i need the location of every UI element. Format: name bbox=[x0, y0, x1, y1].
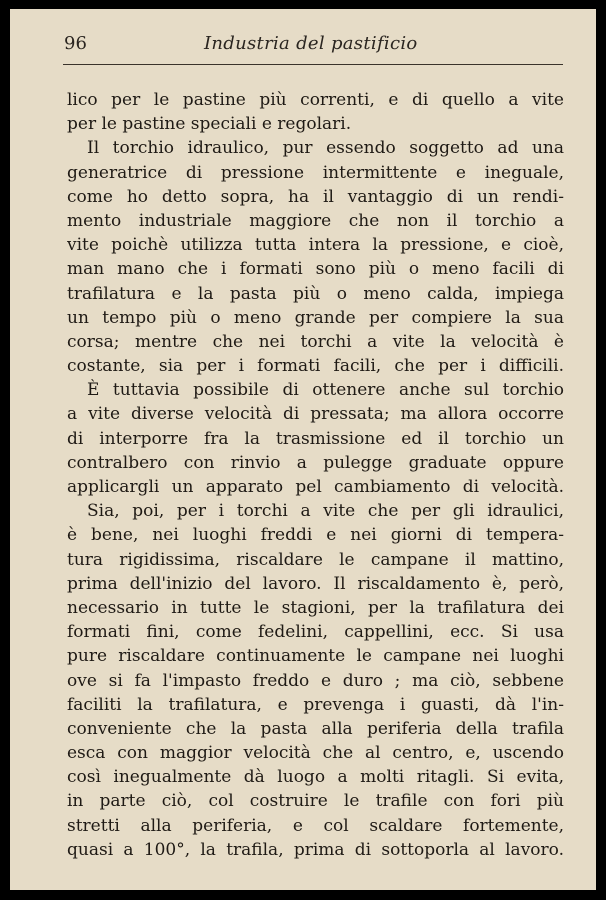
text-line: costante, sia per i formati facili, che per i difficili. bbox=[67, 356, 564, 377]
text-line: tura rigidissima, riscaldare le campane il mattino, bbox=[67, 549, 564, 570]
text-line: di interporre fra la trasmissione ed il torchio un bbox=[67, 428, 564, 449]
running-title: Industria del pastificio bbox=[204, 33, 418, 54]
text-line: esca con maggior velocità che al centro, e, uscendo bbox=[67, 743, 564, 764]
text-line: lico per le pastine più correnti, e di quello a vite bbox=[67, 90, 564, 110]
body-text bbox=[67, 88, 564, 862]
header-rule bbox=[63, 64, 563, 65]
text-line: faciliti la trafilatura, e prevenga i guasti, dà l'in- bbox=[67, 694, 564, 715]
text-line: formati fini, come fedelini, cappellini, ecc. Si usa bbox=[67, 622, 564, 643]
text-line: prima dell'inizio del lavoro. Il riscaldamento è, però, bbox=[67, 573, 564, 594]
text-line: Il torchio idraulico, pur essendo soggetto ad una bbox=[87, 138, 564, 159]
text-line: in parte ciò, col costruire le trafile con fori più bbox=[67, 791, 564, 812]
book-page bbox=[10, 9, 596, 890]
text-line: vite poichè utilizza tutta intera la pressione, e cioè, bbox=[67, 235, 564, 256]
text-line: man mano che i formati sono più o meno facili di bbox=[67, 259, 564, 280]
text-line: così inegualmente dà luogo a molti ritagli. Si evita, bbox=[67, 767, 564, 788]
text-line: quasi a 100°, la trafila, prima di sottoporla al lavoro. bbox=[67, 839, 564, 860]
text-line: ove si fa l'impasto freddo e duro ; ma ciò, sebbene bbox=[67, 670, 564, 691]
text-line: necessario in tutte le stagioni, per la trafilatura dei bbox=[67, 597, 564, 618]
text-line: è bene, nei luoghi freddi e nei giorni di tempera- bbox=[67, 525, 564, 546]
text-line: stretti alla periferia, e col scaldare fortemente, bbox=[67, 815, 564, 836]
text-line: a vite diverse velocità di pressata; ma allora occorre bbox=[67, 404, 564, 425]
page-number: 96 bbox=[64, 33, 87, 54]
page-header bbox=[64, 33, 568, 63]
text-line: contralbero con rinvio a pulegge graduate oppure bbox=[67, 452, 564, 473]
text-line: mento industriale maggiore che non il torchio a bbox=[67, 210, 564, 231]
text-line: corsa; mentre che nei torchi a vite la velocità è bbox=[67, 331, 564, 352]
text-line: un tempo più o meno grande per compiere la sua bbox=[67, 307, 564, 328]
text-line: per le pastine speciali e regolari. bbox=[67, 114, 352, 135]
text-line: pure riscaldare continuamente le campane nei luoghi bbox=[67, 646, 564, 667]
text-line: È tuttavia possibile di ottenere anche sul torchio bbox=[87, 380, 564, 401]
text-line: Sia, poi, per i torchi a vite che per gli idraulici, bbox=[87, 501, 564, 522]
text-line: trafilatura e la pasta più o meno calda, impiega bbox=[67, 283, 564, 304]
text-line: generatrice di pressione intermittente e ineguale, bbox=[67, 162, 564, 183]
text-line: conveniente che la pasta alla periferia della trafila bbox=[67, 718, 564, 739]
text-line: come ho detto sopra, ha il vantaggio di un rendi- bbox=[67, 186, 564, 207]
text-line: applicargli un apparato pel cambiamento di velocità. bbox=[67, 477, 564, 497]
